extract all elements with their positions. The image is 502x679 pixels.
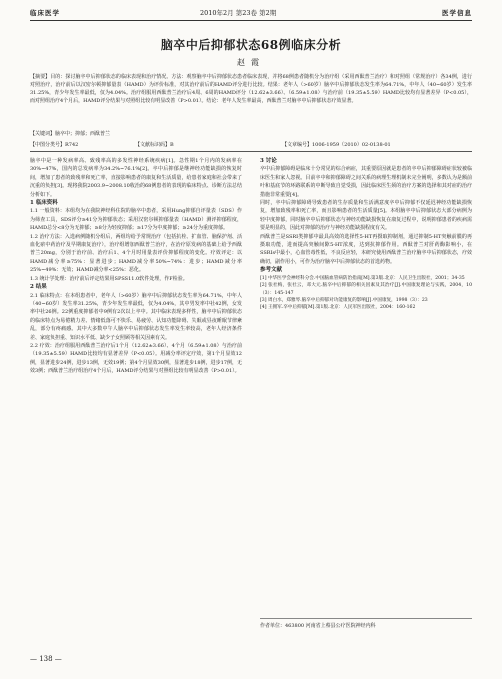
body-paragraph: 同时，卒中后抑郁障碍导致患者的生存质量和生活满意度卒中后抑郁不仅延迟神经功能缺损恢复，增加致残率和死亡率，而且影响患者的生活质量[5]。本组脑卒中后抑郁状态大部分病例为轻中度抑郁，同时脑卒中后抑郁状态与神经功能缺损恢复在康复过程中，说明抑郁患者的疾病需要是明显的，因此对抑郁的治疗与神经功能缺损程度有关。	[260, 200, 472, 232]
page-number: — 138 —	[30, 655, 62, 663]
article-author: 赵霞	[237, 58, 265, 67]
body-paragraph: 脑卒中是一种发病率高、致残率高的多发性神经系统疾病[1]。急性期1个月内的发病率在30%~47%，国内的总发病率为34.2%~76.1%[2]。卒中后抑郁是继神经功能缺损的恢复时间，增加了患者的致残率和死亡率，直接影响患者的康复和生活质量，给患者家庭和社会带来了沉重的负担[3]。现将我院2003.9~2008.10收治的68例患者的表现的临床特点、诊断方法总结分析如下。	[30, 158, 242, 198]
journal-section: 临床医学	[30, 9, 60, 17]
journal-name: 医学信息	[442, 9, 472, 17]
document-code: 【文献标识码】B	[135, 142, 174, 148]
issue-info: 2010年2月 第23卷 第2期	[200, 9, 277, 17]
clc-number: 【中图分类号】R742	[30, 142, 79, 148]
body-paragraph: 1.2 治疗方法：入选病例随机分组后，两组均给予常规治疗（包括抗栓、扩血管、脑保护剂、活血化瘀中药治疗及早期康复治疗），治疗组增加西酞普兰治疗，在治疗原发病的基础上给予西酞普兰20mg，分别于治疗前、治疗后1、4个月时用量表评价抑郁程度的变化。疗效评定：以HAMD减分率≥75%：显著进步；HAMD减分率50%~74%：进步；HAMD减分率25%~49%：无效；HAMD减分率<25%：恶化。	[30, 233, 242, 274]
header-rule	[30, 20, 472, 21]
abstract: 【摘要】目的：探讨脑卒中后抑郁状态的临床表现和治疗情况。方法：观察脑卒中后抑郁状态患者临床表现，并将68例患者随机分为治疗组（采用西酞普兰治疗）和对照组（常规治疗）各34例，进行对照治疗，治疗前后以汉密尔顿抑郁量表（HAMD）为评价标准，对其治疗前后的HAMD评分进行比较。结果：老年人（>60岁）脑卒中后抑郁状态发生率为64.71%，中年人（40~60岁）发生率31.25%，青少年发生率最低，仅为4.04%。治疗组服用西酞普兰治疗后4周、6周的HAMD评分（12.62±3.66）、（6.59±1.08）与治疗前（19.35±5.59）HAMD比较均有显著差异（P<0.05），而对照组治疗4个月后，HAMD评分结果与对照组比较有明显改善（P>0.01）。结论：老年人发生率最高，西酞普兰对脑卒中后抑郁状态疗效显著。	[30, 74, 472, 104]
body-paragraph: 西酞普兰是SSRI类抑郁中最具高效的选择性5-HT再摄取抑制剂，通过抑制5-HT突触前膜的再摄取功能，进而提高突触间隙5-HT浓度，达到抗抑郁作用。西酞普兰对肝药酶影响小，在SSRIs中最小，心血管毒性低，不良反应轻，本研究使用西酞普兰治疗脑卒中后抑郁状态，疗效确切，副作用小，可作为治疗脑卒中后抑郁状态的首选药物。	[260, 233, 472, 265]
article-number: 【文章编号】1006-1959（2010）02-0138-01	[282, 142, 391, 148]
body-paragraph: 2.2 疗效：治疗组服用西酞普兰治疗后1个月（12.62±3.66）、4个月（6.59±1.08）与治疗前（19.35±5.59）HAMD比较均有显著差异（P<0.05）。用减分率评定疗效，第1个月显效12例，显著进步24例，进步13例，无效19例；第4个月显效30例，显著进步18例，进步17例，无效3例；西酞普兰治疗组治疗4个月后，HAMD评分结果与对照组比较有明显改善（P>0.01）。	[30, 342, 242, 375]
section-heading: 参考文献	[260, 267, 283, 274]
classification-row	[30, 141, 472, 151]
author-affiliation: 作者单位：463800 河南省上蔡县公疗医院神经内科	[260, 618, 472, 629]
body-paragraph: 卒中后抑郁障碍是临床十分常见的综合病症，其重要原因就是患者的卒中后抑郁障碍症状较被临床医生和家人忽视。目前卒中和抑郁障碍之间关系的病理生理机制未完全阐明，多数认为是额前叶和基底节的环路联系的中断导致自觉受损，因此临床医生须的治疗方案的选择和其对症的治疗措施非常重要[4]。	[260, 166, 472, 198]
reference-item: [3] 周白水，郑雅琴.脑卒中后抑郁对功能康复的影响[J].中国康复，1998（3）：23	[260, 297, 428, 303]
reference-item: [1] 中华医学会神经科分会.中国脑血管病防治指南[M].第3版.北京：人民卫生出版社，2001；34-35	[260, 275, 465, 281]
keywords: 【关键词】脑卒中；抑郁；西酞普兰	[30, 131, 111, 137]
right-column	[260, 157, 472, 627]
section-heading: 2 结果	[30, 284, 47, 291]
body-paragraph: 1.1 一般资料：本组均为在我院神经科住院的脑卒中患者，采用Hung抑郁自评量表（SDS）作为筛查工具，SDS评分≥41分为抑郁状态；采用汉密尔顿抑郁量表（HAMD）测评抑郁程度，HAMD总分<8分为无抑郁；≥8分为轻度抑郁；≥17分为中度抑郁；≥24分为重度抑郁。	[30, 208, 242, 232]
reference-item: [2] 张社梅，张社云，邓大元.脑卒中后抑郁的相关因素及其治疗[J].中国康复理论与实践，2004，10（3）：145-147	[260, 283, 472, 296]
body-paragraph: 2.1 临床特点：在本组患者中，老年人（>60岁）脑卒中后抑郁状态发生率为64.71%，中年人（40~60岁）发生率31.25%，青少年发生率最低，仅为4.04%，其中男发率中社42例，女发率中社26例。22例重度抑郁者中9例有2次以上卒中。其中临床表现多样性，脑卒中后抑郁状态的临床特点为易倦精力差、情绪低落可不快乐、易疲劳、认知功能降碍、失眠或昼夜睡眠节律紊乱，部分有疼痛感。其中大多数中午人脑卒中后抑郁状态发生率发生率较高，老年人经济条件差、家庭负担重、知识水平低、缺少子女照顾等相关因素有关。	[30, 292, 242, 341]
article-title: 脑卒中后抑郁状态68例临床分析	[160, 38, 342, 52]
reference-item: [4] 王拥军.卒中后抑郁[M].第1版.北京：人民军医出版社，2004：160-162	[260, 305, 416, 311]
running-header	[30, 8, 472, 20]
body-paragraph: 1.3 统计学处理：治疗前后评定结果用SPSS11.0软件处理，作F检验。	[30, 275, 188, 282]
section-heading: 3 讨论	[260, 158, 277, 164]
classification-rule	[30, 151, 472, 152]
left-column	[30, 157, 242, 627]
section-heading: 1 临床资料	[30, 200, 58, 207]
